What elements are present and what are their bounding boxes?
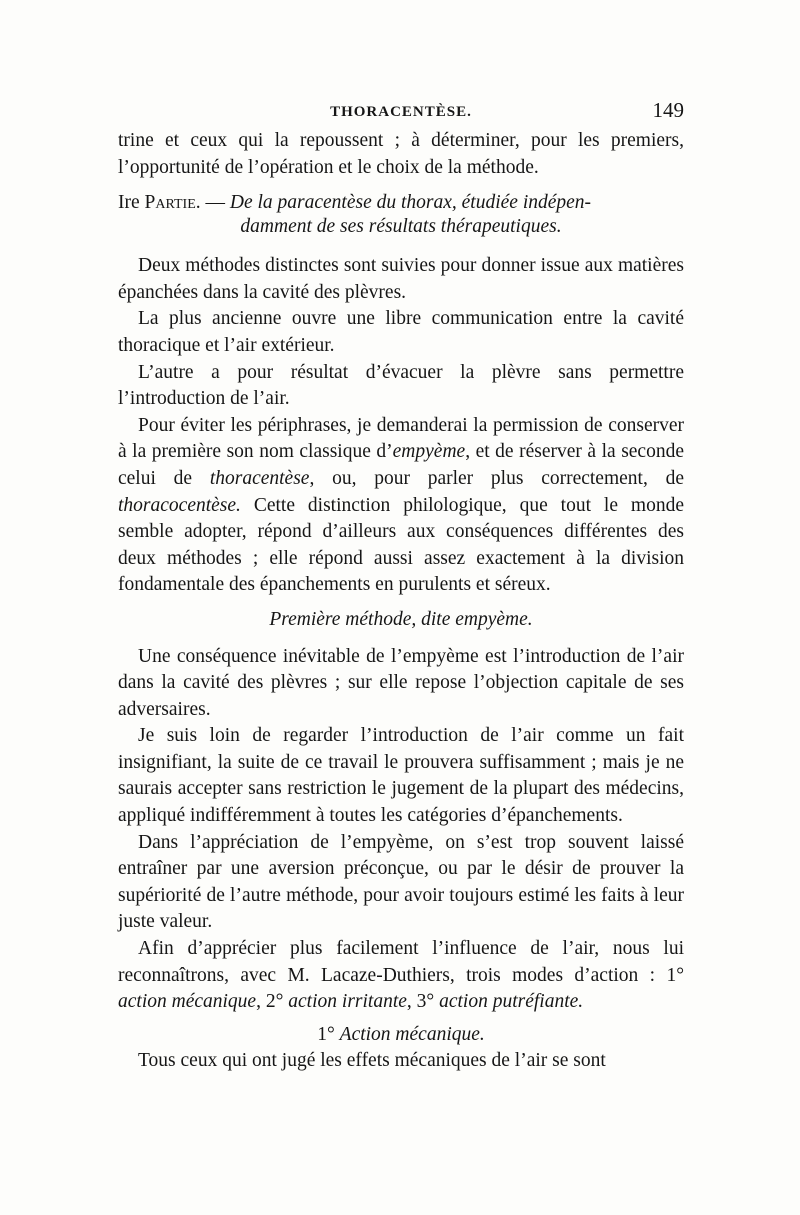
part-title-line1: De la paracentèse du thorax, étudiée indépen- xyxy=(229,192,592,214)
paragraph-5: Une conséquence inévitable de l’empyème est l’introduction de l’air dans la cavité des plèvres ; sur elle repose l’objection capitale de ses adversaires. xyxy=(118,645,684,720)
method-heading: Première méthode, dite empyème. xyxy=(269,608,533,630)
paragraph-9: Tous ceux qui ont jugé les effets mécaniques de l’air se sont xyxy=(138,1050,606,1072)
term-thoracocentese: thoracocentèse. xyxy=(118,494,241,516)
paragraph-4-text-2: , et de réserver à la seconde celui de xyxy=(118,441,684,489)
paragraph-2: La plus ancienne ouvre une libre communication entre la cavité thoracique et l’air extérieur. xyxy=(118,308,684,356)
paragraph-4-text-3: , ou, pour parler plus correctement, de xyxy=(309,467,684,489)
term-action-mecanique: action mécanique xyxy=(118,991,257,1013)
page-header xyxy=(118,98,684,128)
paragraph-3: L’autre a pour résultat d’évacuer la plèvre sans permettre l’introduction de l’air. xyxy=(118,361,684,410)
sub-heading xyxy=(118,1022,684,1049)
paragraph-intro: trine et ceux qui la repoussent ; à déterminer, pour les premiers, l’opportunité de l’opération et le choix de la méthode. xyxy=(118,130,684,178)
paragraph-8 xyxy=(118,936,684,1016)
part-heading xyxy=(118,191,684,239)
term-action-putrefiante: action putréfiante. xyxy=(439,991,584,1013)
term-action-irritante: action irritante xyxy=(288,991,407,1013)
part-title-line2: damment de ses résultats thérapeutiques. xyxy=(240,216,562,238)
paragraph-4-text-4: Cette distinction philologique, que tout le monde semble adopter, répond d’ailleurs aux conséquences différentes des deux méthodes ; elle répond aussi assez exactement à la division fondamentale des épanchements en purulents et séreux. xyxy=(118,494,684,596)
paragraph-8-text-2: , 2° xyxy=(256,991,289,1013)
paragraph-6: Je suis loin de regarder l’introduction de l’air comme un fait insignifiant, la suite de ce travail le prouvera suffisamment ; mais je ne saurais accepter sans restriction le jugement de la plupart des médecins, appliqué indifféremment à toutes les catégories d’épanchements. xyxy=(118,725,684,827)
paragraph-1: Deux méthodes distinctes sont suivies pour donner issue aux matières épanchées dans la cavité des plèvres. xyxy=(118,255,684,303)
page-number: 149 xyxy=(652,98,684,122)
paragraph-4-text-1: Pour éviter les périphrases, je demanderai la permission de conserver à la première son nom classique d’ xyxy=(118,414,684,463)
paragraph-7: Dans l’appréciation de l’empyème, on s’est trop souvent laissé entraîner par une aversion préconçue, ou par le désir de prouver la supériorité de l’autre méthode, pour avoir toujours estimé les faits à leur juste valeur. xyxy=(118,831,684,933)
term-thoracentese: thoracentèse xyxy=(209,467,310,489)
body-text xyxy=(118,128,684,1075)
term-empyeme: empyème xyxy=(392,441,466,463)
sub-heading-title: Action mécanique. xyxy=(339,1023,485,1045)
running-title: THORACENTÈSE. xyxy=(330,104,472,120)
part-ordinal: Ire xyxy=(118,192,140,214)
part-word: Partie. — xyxy=(144,192,225,214)
sub-heading-number: 1° xyxy=(317,1023,335,1045)
paragraph-8-text-3: , 3° xyxy=(406,991,440,1013)
paragraph-4 xyxy=(118,413,684,599)
paragraph-8-text-1: Afin d’apprécier plus facilement l’influence de l’air, nous lui reconnaîtrons, avec M. Lacaze-Duthiers, trois modes d’action : 1° xyxy=(118,938,684,986)
